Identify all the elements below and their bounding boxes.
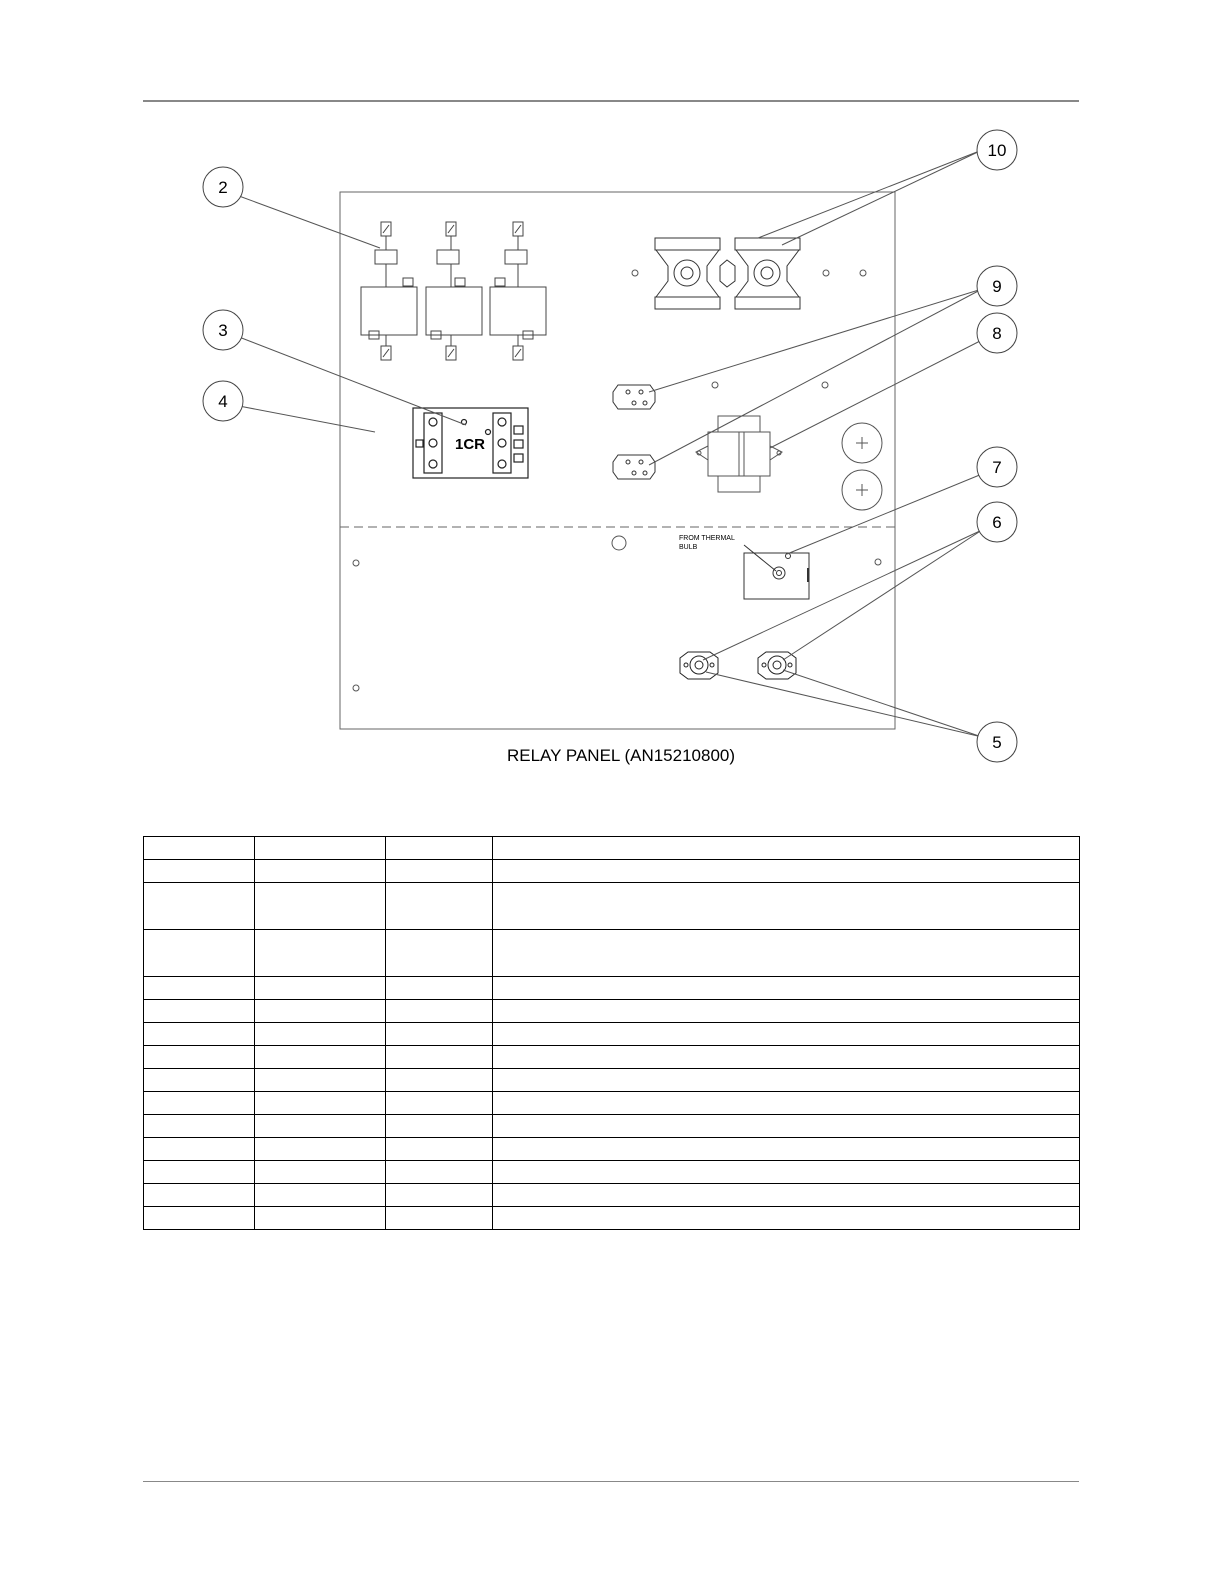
table-cell: [493, 1115, 1080, 1138]
parts-table: [143, 836, 1080, 1230]
table-cell: [386, 1000, 493, 1023]
table-cell: [144, 1069, 255, 1092]
callout-2: [203, 167, 243, 207]
table-cell: [493, 860, 1080, 883]
table-cell: [386, 1115, 493, 1138]
small-relays: [613, 385, 655, 479]
leader-lines: [239, 150, 982, 737]
table-cell: [493, 837, 1080, 860]
callout-7: [977, 447, 1017, 487]
table-cell: [144, 977, 255, 1000]
table-cell: [386, 1092, 493, 1115]
table-cell: [144, 1184, 255, 1207]
table-cell: [493, 1184, 1080, 1207]
table-cell: [386, 1184, 493, 1207]
table-cell: [493, 1092, 1080, 1115]
table-cell: [386, 860, 493, 883]
table-cell: [386, 1023, 493, 1046]
table-row: [144, 1023, 1080, 1046]
table-cell: [386, 837, 493, 860]
table-cell: [255, 883, 386, 930]
table-cell: [386, 1138, 493, 1161]
callout-4: [203, 381, 243, 421]
table-cell: [493, 1138, 1080, 1161]
relay-sockets: [655, 238, 800, 309]
table-cell: [255, 837, 386, 860]
table-cell: [386, 1207, 493, 1230]
callout-5: [977, 722, 1017, 762]
table-cell: [144, 1000, 255, 1023]
table-cell: [255, 1138, 386, 1161]
table-cell: [493, 930, 1080, 977]
table-cell: [255, 1161, 386, 1184]
svg-text:2: 2: [218, 178, 228, 197]
table-row: [144, 860, 1080, 883]
table-cell: [386, 1069, 493, 1092]
table-cell: [144, 930, 255, 977]
table-cell: [144, 1092, 255, 1115]
table-cell: [386, 930, 493, 977]
svg-text:6: 6: [992, 513, 1002, 532]
table-row: [144, 1046, 1080, 1069]
thermostat: [744, 545, 809, 599]
table-cell: [386, 1046, 493, 1069]
svg-text:BULB: BULB: [679, 544, 698, 551]
table-cell: [255, 930, 386, 977]
table-cell: [386, 977, 493, 1000]
table-row: [144, 837, 1080, 860]
table-cell: [386, 883, 493, 930]
svg-text:4: 4: [218, 392, 228, 411]
table-cell: [255, 1069, 386, 1092]
table-cell: [144, 1138, 255, 1161]
svg-text:5: 5: [992, 733, 1002, 752]
table-cell: [255, 1046, 386, 1069]
table-cell: [255, 860, 386, 883]
table-row: [144, 1138, 1080, 1161]
footer-rule: [143, 1481, 1079, 1482]
table-cell: [493, 977, 1080, 1000]
table-cell: [255, 1115, 386, 1138]
fuse-holders: [361, 222, 546, 360]
table-row: [144, 883, 1080, 930]
table-cell: [493, 1046, 1080, 1069]
diagram-caption: RELAY PANEL (AN15210800): [506, 746, 736, 765]
svg-text:10: 10: [987, 141, 1007, 160]
parts-table-body: [144, 837, 1080, 1230]
table-cell: [144, 1207, 255, 1230]
relay-label: 1CR: [454, 436, 486, 453]
mounting-holes: [353, 270, 881, 691]
table-cell: [144, 1046, 255, 1069]
callout-3: [203, 310, 243, 350]
svg-text:9: 9: [992, 277, 1002, 296]
table-cell: [255, 1092, 386, 1115]
table-cell: [144, 860, 255, 883]
table-cell: [255, 1023, 386, 1046]
table-cell: [493, 1161, 1080, 1184]
table-row: [144, 1184, 1080, 1207]
callout-8: [977, 313, 1017, 353]
table-row: [144, 1069, 1080, 1092]
table-row: [144, 977, 1080, 1000]
transformer: [696, 416, 782, 492]
svg-text:3: 3: [218, 321, 228, 340]
table-cell: [144, 883, 255, 930]
table-cell: [493, 1207, 1080, 1230]
thermal-note: [679, 535, 735, 551]
callout-10: [977, 130, 1017, 170]
table-cell: [255, 977, 386, 1000]
table-row: [144, 930, 1080, 977]
table-cell: [144, 1115, 255, 1138]
callout-9: [977, 266, 1017, 306]
table-cell: [386, 1161, 493, 1184]
svg-text:8: 8: [992, 324, 1002, 343]
svg-text:7: 7: [992, 458, 1002, 477]
table-row: [144, 1000, 1080, 1023]
table-row: [144, 1207, 1080, 1230]
svg-text:FROM THERMAL: FROM THERMAL: [679, 535, 735, 542]
table-cell: [144, 837, 255, 860]
panel-outline: [340, 192, 895, 729]
terminals: [680, 652, 796, 679]
table-row: [144, 1115, 1080, 1138]
knockouts: [842, 423, 882, 510]
table-cell: [255, 1207, 386, 1230]
table-cell: [493, 1023, 1080, 1046]
table-cell: [493, 883, 1080, 930]
table-cell: [144, 1023, 255, 1046]
table-row: [144, 1092, 1080, 1115]
table-cell: [144, 1161, 255, 1184]
table-cell: [255, 1184, 386, 1207]
table-row: [144, 1161, 1080, 1184]
table-cell: [493, 1000, 1080, 1023]
callout-6: [977, 502, 1017, 542]
table-cell: [493, 1069, 1080, 1092]
table-cell: [255, 1000, 386, 1023]
